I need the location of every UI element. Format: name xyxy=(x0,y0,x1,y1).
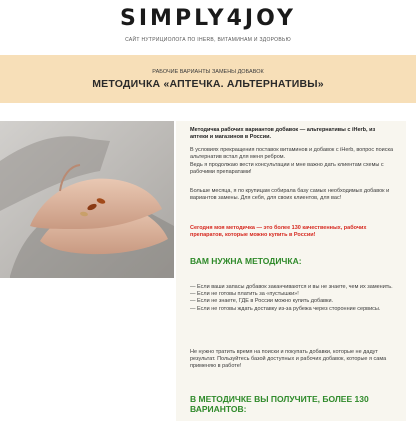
paragraph-4: Не нужно тратить время на поиски и покупать добавки, которые не дадут результат. Пользуйтесь базой доступных и рабочих добавок, которые я сама применяю в работе! xyxy=(190,349,387,370)
list-item: — Если ваши запасы добавок заканчиваются и вы не знаете, чем их заменить. xyxy=(190,284,393,290)
section-heading-get: В МЕТОДИЧКЕ ВЫ ПОЛУЧИТЕ, БОЛЕЕ 130 ВАРИАНТОВ: xyxy=(190,394,369,414)
hands-illustration xyxy=(0,121,174,278)
paragraph-3: Больше месяца, я по крупицам собирала базу самых необходимых добавок и вариантов замены. Для себя, для своих клиентов, для вас! xyxy=(190,188,390,202)
content-panel xyxy=(176,121,406,421)
reasons-list xyxy=(190,284,400,313)
hero-banner xyxy=(0,55,416,103)
paragraph-2: Ведь я продолжаю вести консультации и мне важно дать клиентам схемы с рабочими препаратами! xyxy=(190,162,384,176)
list-item: — Если не готовы ждать доставку из-за рубежа через сторонние сервисы. xyxy=(190,305,381,312)
intro-text: Методичка рабочих вариантов добавок — альтернативы с iHerb, из аптеки и магазинов в России. xyxy=(190,127,376,141)
list-item: — Если не готовы платить за «пустышки»! xyxy=(190,291,299,298)
site-tagline: САЙТ НУТРИЦИОЛОГА ПО IHERB, ВИТАМИНАМ И ЗДОРОВЬЮ xyxy=(125,37,291,43)
banner-subtitle: РАБОЧИЕ ВАРИАНТЫ ЗАМЕНЫ ДОБАВОК xyxy=(152,69,264,75)
section-heading-need: ВАМ НУЖНА МЕТОДИЧКА: xyxy=(190,256,302,266)
site-logo[interactable]: SIMPLY4JOY xyxy=(120,6,296,31)
page-title: МЕТОДИЧКА «АПТЕЧКА. АЛЬТЕРНАТИВЫ» xyxy=(92,78,324,90)
list-item: — Если не знаете, ГДЕ в России можно купить добавки. xyxy=(190,298,334,305)
paragraph-1: В условиях прекращения поставок витаминов и добавок с iHerb, вопрос поиска альтернатив встал для меня ребром. xyxy=(190,147,394,161)
hands-with-pills-image xyxy=(0,121,174,278)
highlight-text: Сегодня моя методичка — это более 130 качественных, рабочих препаратов, которые можно купить в России! xyxy=(190,225,367,239)
